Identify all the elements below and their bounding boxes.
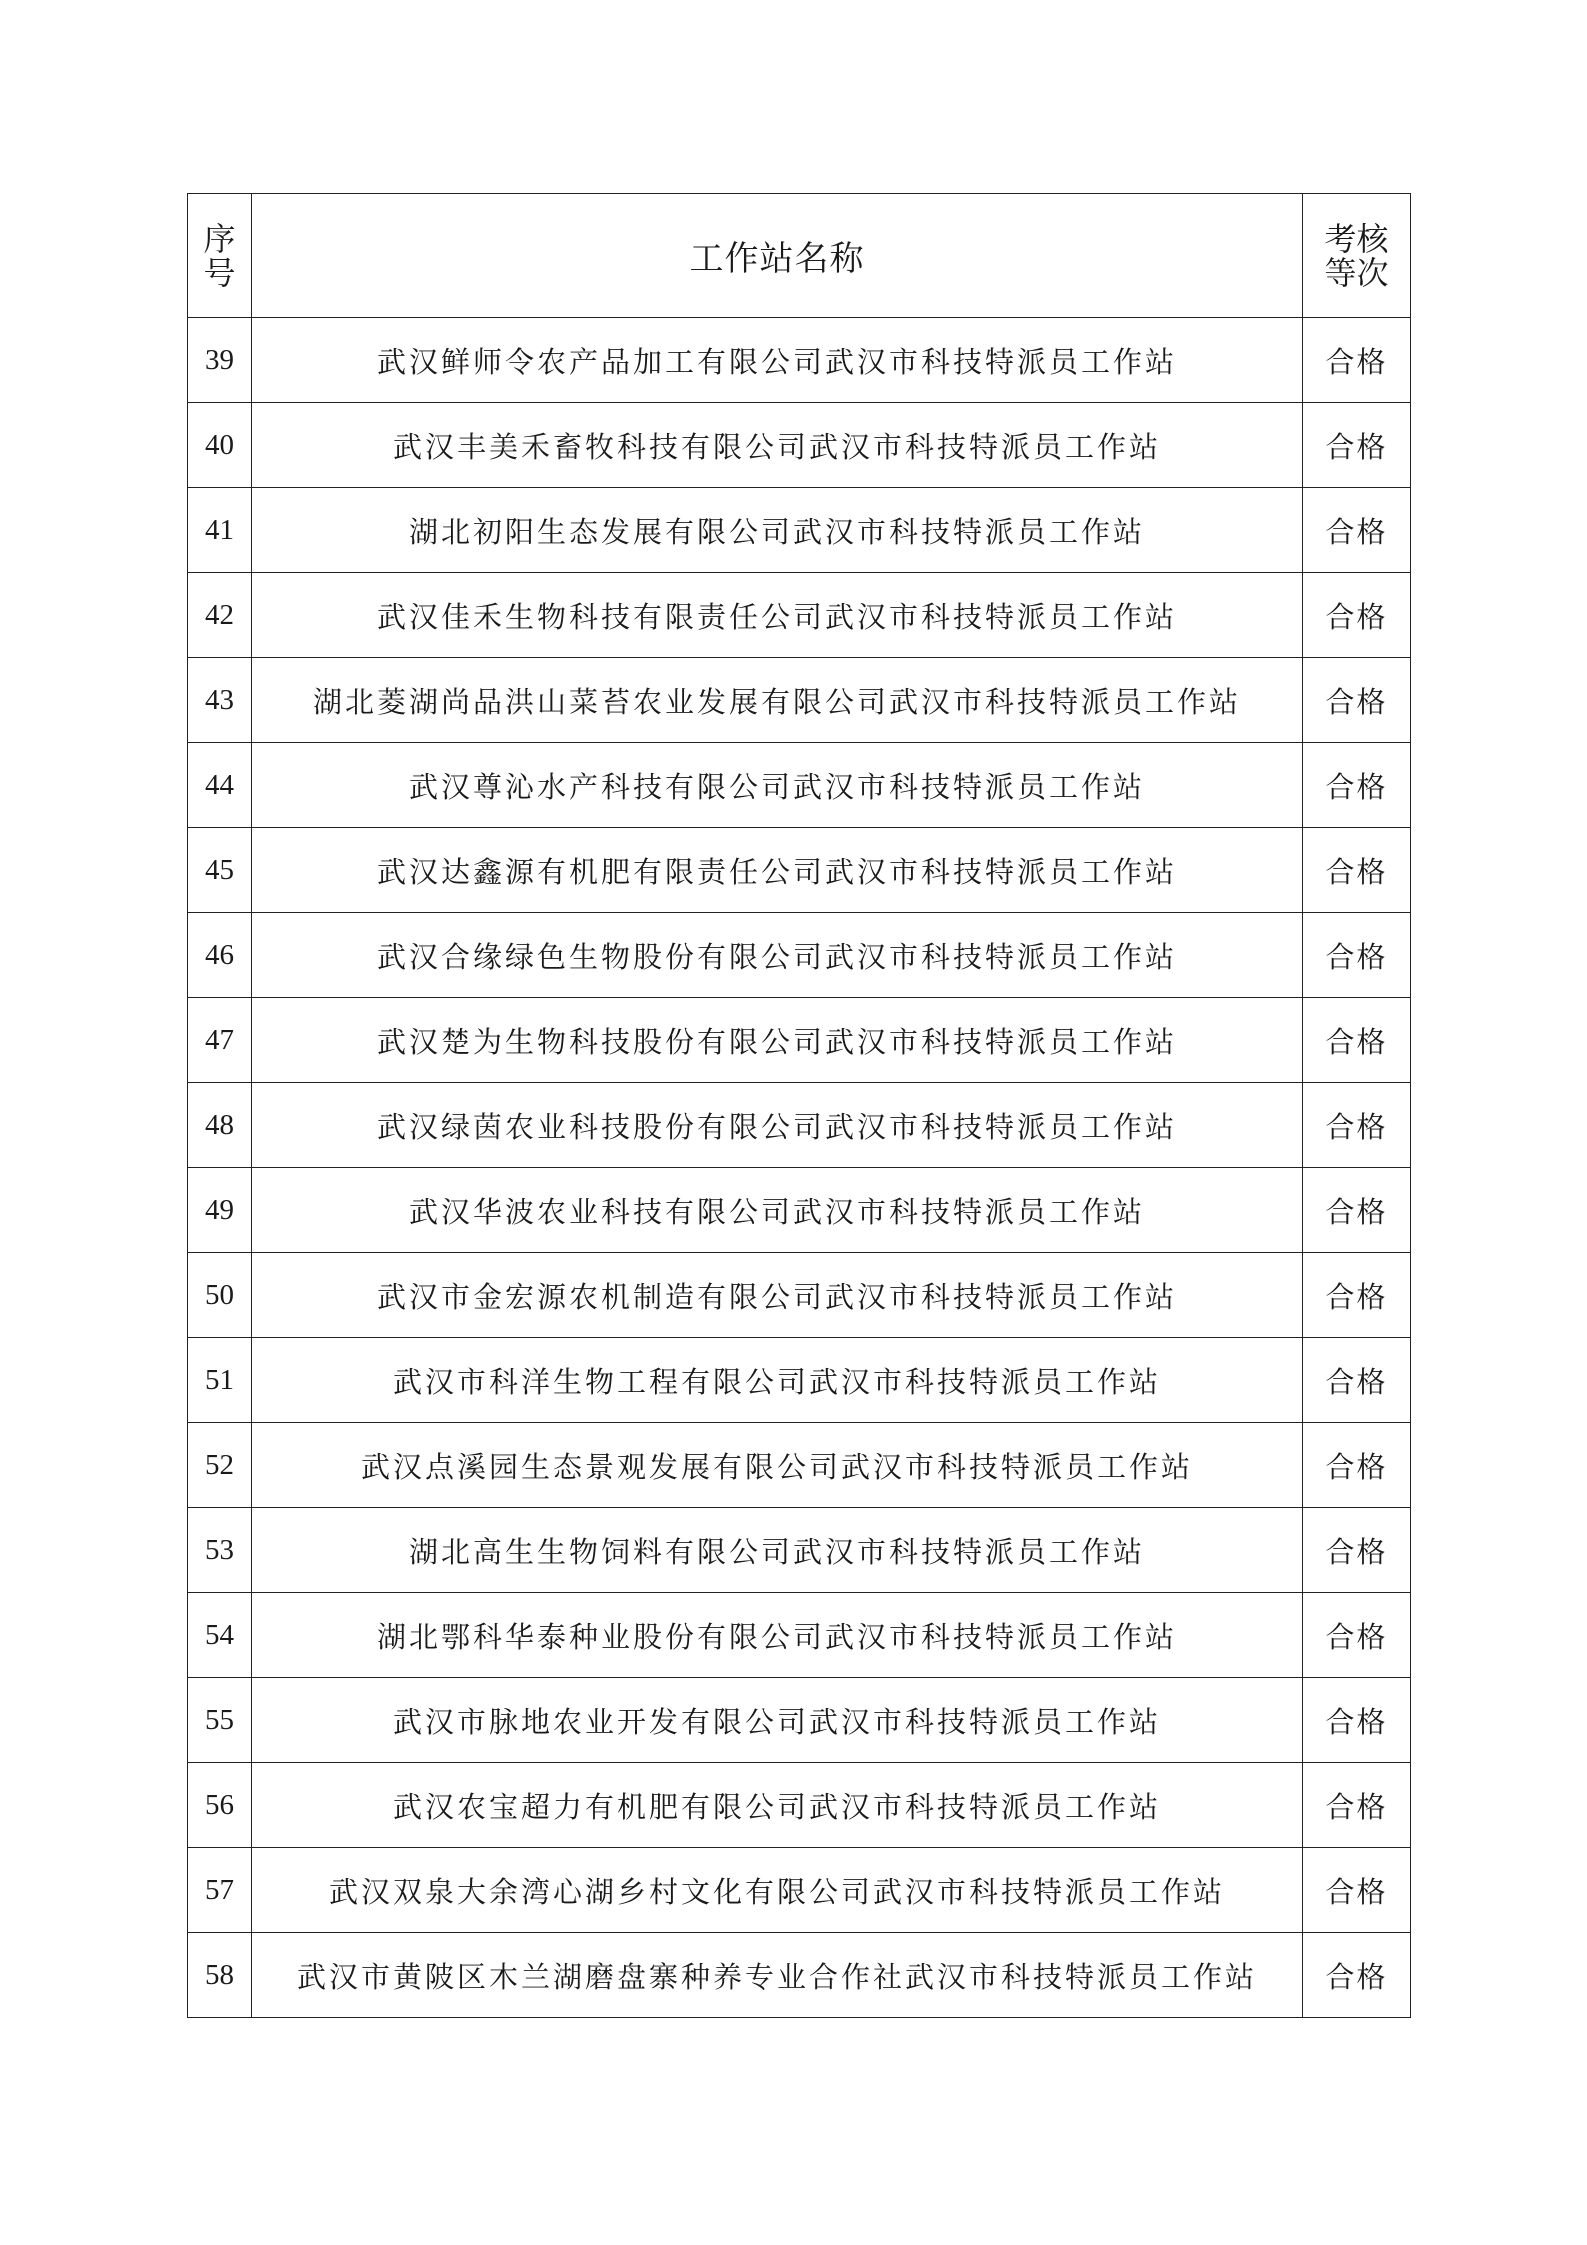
row-index: 48 <box>188 1083 252 1168</box>
row-station-name: 武汉丰美禾畜牧科技有限公司武汉市科技特派员工作站 <box>252 403 1303 488</box>
header-index-line-2: 号 <box>203 253 236 292</box>
row-grade: 合格 <box>1303 318 1411 403</box>
table-row <box>188 1763 1411 1848</box>
row-grade: 合格 <box>1303 1168 1411 1253</box>
table-row <box>188 998 1411 1083</box>
row-station-name: 武汉市科洋生物工程有限公司武汉市科技特派员工作站 <box>252 1338 1303 1423</box>
row-station-name: 武汉绿茵农业科技股份有限公司武汉市科技特派员工作站 <box>252 1083 1303 1168</box>
row-index: 56 <box>188 1763 252 1848</box>
row-station-name: 武汉市金宏源农机制造有限公司武汉市科技特派员工作站 <box>252 1253 1303 1338</box>
header-grade-line-1: 考核 <box>1324 219 1389 258</box>
row-grade: 合格 <box>1303 1848 1411 1933</box>
row-station-name: 湖北初阳生态发展有限公司武汉市科技特派员工作站 <box>252 488 1303 573</box>
row-station-name: 武汉点溪园生态景观发展有限公司武汉市科技特派员工作站 <box>252 1423 1303 1508</box>
station-assessment-table <box>187 193 1411 2018</box>
row-index: 41 <box>188 488 252 573</box>
row-station-name: 武汉华波农业科技有限公司武汉市科技特派员工作站 <box>252 1168 1303 1253</box>
table-row <box>188 488 1411 573</box>
table-row <box>188 658 1411 743</box>
row-grade: 合格 <box>1303 1678 1411 1763</box>
row-station-name: 武汉鲜师令农产品加工有限公司武汉市科技特派员工作站 <box>252 318 1303 403</box>
row-index: 57 <box>188 1848 252 1933</box>
row-grade: 合格 <box>1303 1423 1411 1508</box>
table-row <box>188 573 1411 658</box>
table-row <box>188 1083 1411 1168</box>
table-row <box>188 1848 1411 1933</box>
row-grade: 合格 <box>1303 998 1411 1083</box>
row-index: 43 <box>188 658 252 743</box>
row-index: 47 <box>188 998 252 1083</box>
header-index <box>188 194 252 318</box>
row-grade: 合格 <box>1303 1253 1411 1338</box>
table-row <box>188 828 1411 913</box>
row-station-name: 武汉楚为生物科技股份有限公司武汉市科技特派员工作站 <box>252 998 1303 1083</box>
row-grade: 合格 <box>1303 1763 1411 1848</box>
table-row <box>188 1338 1411 1423</box>
row-grade: 合格 <box>1303 1508 1411 1593</box>
table-row <box>188 913 1411 998</box>
row-station-name: 湖北菱湖尚品洪山菜苔农业发展有限公司武汉市科技特派员工作站 <box>252 658 1303 743</box>
row-grade: 合格 <box>1303 573 1411 658</box>
row-index: 45 <box>188 828 252 913</box>
row-station-name: 武汉合缘绿色生物股份有限公司武汉市科技特派员工作站 <box>252 913 1303 998</box>
row-station-name: 武汉农宝超力有机肥有限公司武汉市科技特派员工作站 <box>252 1763 1303 1848</box>
row-station-name: 武汉尊沁水产科技有限公司武汉市科技特派员工作站 <box>252 743 1303 828</box>
row-index: 49 <box>188 1168 252 1253</box>
row-index: 55 <box>188 1678 252 1763</box>
row-index: 44 <box>188 743 252 828</box>
header-index-line-1: 序 <box>203 219 236 258</box>
table-body <box>188 318 1411 2018</box>
row-index: 51 <box>188 1338 252 1423</box>
row-grade: 合格 <box>1303 913 1411 998</box>
row-grade: 合格 <box>1303 488 1411 573</box>
row-grade: 合格 <box>1303 743 1411 828</box>
row-station-name: 湖北鄂科华泰种业股份有限公司武汉市科技特派员工作站 <box>252 1593 1303 1678</box>
table-row <box>188 403 1411 488</box>
row-station-name: 武汉市脉地农业开发有限公司武汉市科技特派员工作站 <box>252 1678 1303 1763</box>
row-station-name: 武汉双泉大余湾心湖乡村文化有限公司武汉市科技特派员工作站 <box>252 1848 1303 1933</box>
table-row <box>188 1933 1411 2018</box>
row-grade: 合格 <box>1303 1083 1411 1168</box>
row-station-name: 武汉佳禾生物科技有限责任公司武汉市科技特派员工作站 <box>252 573 1303 658</box>
row-grade: 合格 <box>1303 403 1411 488</box>
row-grade: 合格 <box>1303 828 1411 913</box>
row-index: 42 <box>188 573 252 658</box>
row-index: 39 <box>188 318 252 403</box>
row-index: 53 <box>188 1508 252 1593</box>
header-grade <box>1303 194 1411 318</box>
row-grade: 合格 <box>1303 1338 1411 1423</box>
row-index: 46 <box>188 913 252 998</box>
table-row <box>188 1508 1411 1593</box>
row-grade: 合格 <box>1303 658 1411 743</box>
row-station-name: 武汉市黄陂区木兰湖磨盘寨种养专业合作社武汉市科技特派员工作站 <box>252 1933 1303 2018</box>
row-grade: 合格 <box>1303 1593 1411 1678</box>
row-index: 54 <box>188 1593 252 1678</box>
row-index: 50 <box>188 1253 252 1338</box>
row-station-name: 湖北高生生物饲料有限公司武汉市科技特派员工作站 <box>252 1508 1303 1593</box>
row-index: 58 <box>188 1933 252 2018</box>
row-index: 52 <box>188 1423 252 1508</box>
table-row <box>188 1423 1411 1508</box>
header-station-name: 工作站名称 <box>252 194 1303 318</box>
header-grade-line-2: 等次 <box>1324 253 1389 292</box>
table-row <box>188 1678 1411 1763</box>
table-row <box>188 1168 1411 1253</box>
table-row <box>188 1253 1411 1338</box>
row-station-name: 武汉达鑫源有机肥有限责任公司武汉市科技特派员工作站 <box>252 828 1303 913</box>
row-index: 40 <box>188 403 252 488</box>
table-row <box>188 1593 1411 1678</box>
table-header-row <box>188 194 1411 318</box>
row-grade: 合格 <box>1303 1933 1411 2018</box>
table-row <box>188 318 1411 403</box>
table-row <box>188 743 1411 828</box>
